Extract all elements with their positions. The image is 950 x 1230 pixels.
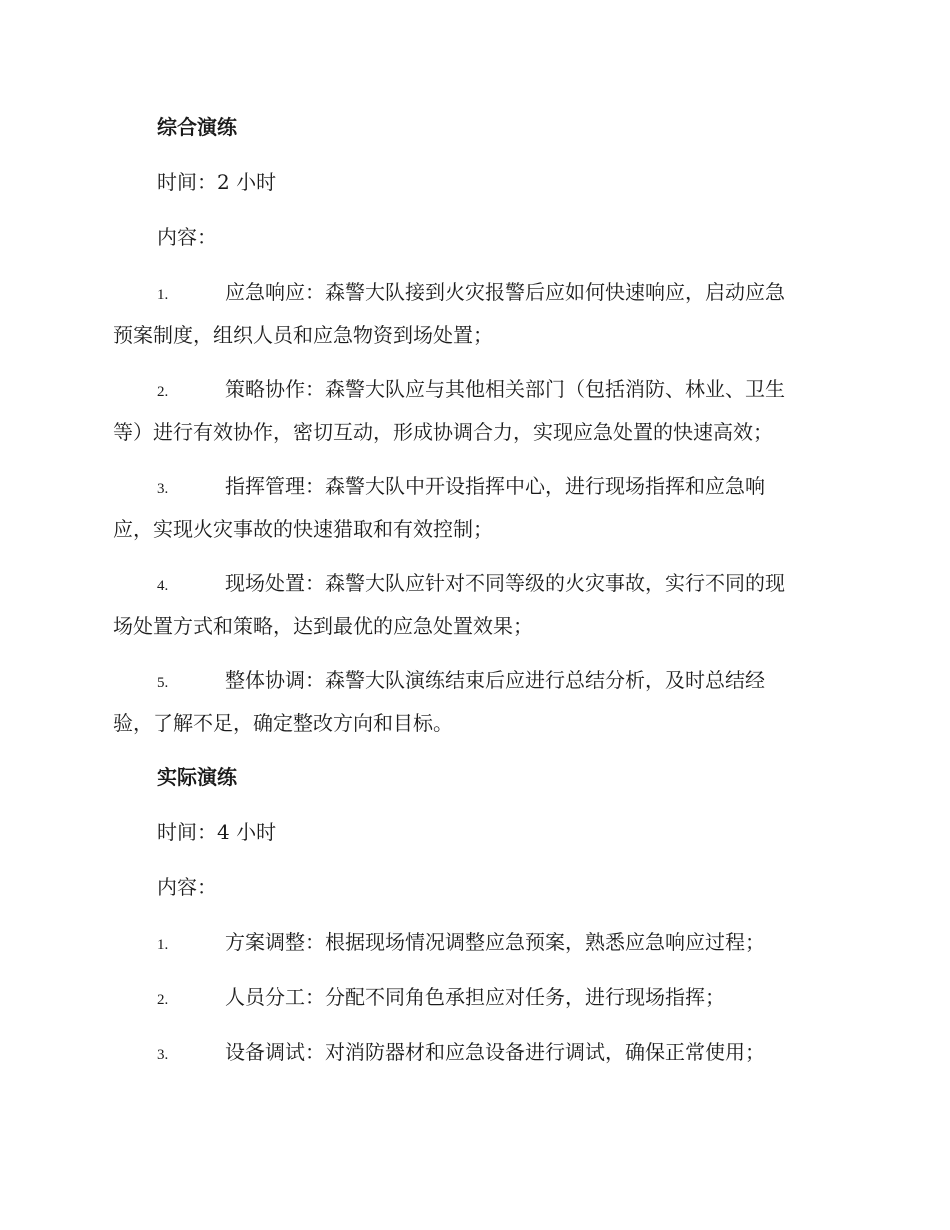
list-item-number: 2. bbox=[157, 992, 169, 1008]
list-item-text-continued: 等）进行有效协作，密切互动，形成协调合力，实现应急处置的快速高效； bbox=[113, 420, 773, 444]
list-item-text: 人员分工：分配不同角色承担应对任务，进行现场指挥； bbox=[225, 985, 725, 1009]
section-heading-actual-drill: 实际演练 bbox=[157, 765, 237, 789]
list-item-text: 现场处置：森警大队应针对不同等级的火灾事故，实行不同的现 bbox=[225, 571, 785, 595]
list-item-number: 3. bbox=[157, 481, 169, 497]
list-item bbox=[113, 660, 838, 743]
list-item-number: 1. bbox=[157, 287, 169, 303]
section2-time: 时间：4 小时 bbox=[157, 820, 277, 844]
list-item-number: 4. bbox=[157, 578, 169, 594]
list-item bbox=[113, 1032, 838, 1075]
section1-content-label: 内容： bbox=[157, 225, 217, 249]
list-item bbox=[113, 369, 838, 452]
section2-content-label: 内容： bbox=[157, 875, 217, 899]
list-item-number: 3. bbox=[157, 1047, 169, 1063]
list-item-number: 5. bbox=[157, 675, 169, 691]
list-item-number: 1. bbox=[157, 937, 169, 953]
list-item-text-continued: 场处置方式和策略，达到最优的应急处置效果； bbox=[113, 614, 533, 638]
list-item bbox=[113, 977, 838, 1020]
list-item-text-continued: 验，了解不足，确定整改方向和目标。 bbox=[113, 711, 453, 735]
section-heading-comprehensive-drill: 综合演练 bbox=[157, 115, 237, 139]
list-item bbox=[113, 466, 838, 549]
list-item-text-continued: 应，实现火灾事故的快速猎取和有效控制； bbox=[113, 517, 493, 541]
list-item-number: 2. bbox=[157, 384, 169, 400]
list-item-text: 设备调试：对消防器材和应急设备进行调试，确保正常使用； bbox=[225, 1040, 765, 1064]
list-item bbox=[113, 272, 838, 355]
list-item-text: 应急响应：森警大队接到火灾报警后应如何快速响应，启动应急 bbox=[225, 280, 785, 304]
list-item bbox=[113, 563, 838, 646]
list-item-text-continued: 预案制度，组织人员和应急物资到场处置； bbox=[113, 323, 493, 347]
list-item bbox=[113, 922, 838, 965]
list-item-text: 方案调整：根据现场情况调整应急预案，熟悉应急响应过程； bbox=[225, 930, 765, 954]
list-item-text: 整体协调：森警大队演练结束后应进行总结分析，及时总结经 bbox=[225, 668, 765, 692]
list-item-text: 指挥管理：森警大队中开设指挥中心，进行现场指挥和应急响 bbox=[225, 474, 765, 498]
section1-time: 时间：2 小时 bbox=[157, 170, 277, 194]
list-item-text: 策略协作：森警大队应与其他相关部门（包括消防、林业、卫生 bbox=[225, 377, 785, 401]
